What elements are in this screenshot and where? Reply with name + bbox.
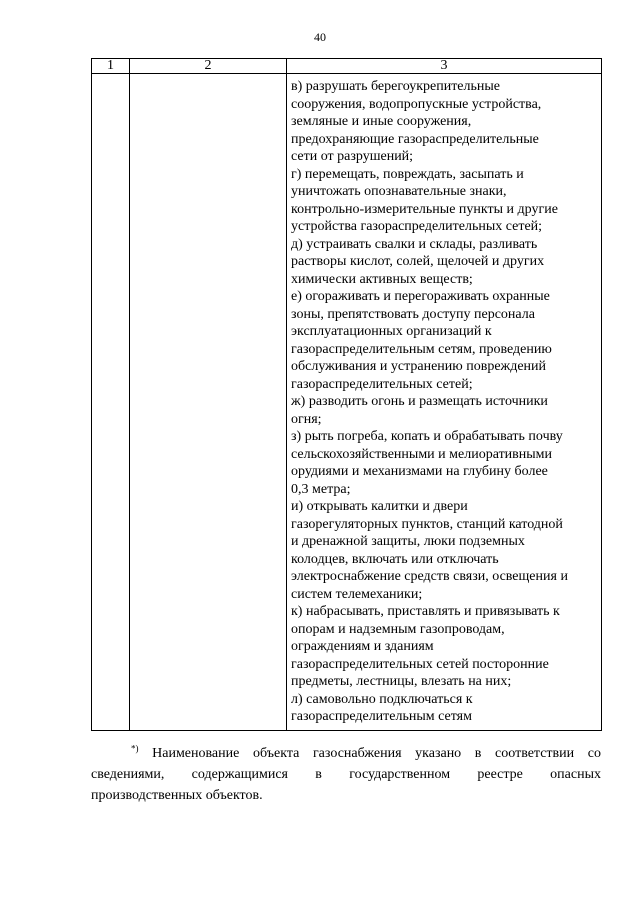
cell-col-3 <box>287 74 602 731</box>
list-line: в) разрушать берегоукрепительные <box>291 79 501 94</box>
table-row <box>92 74 602 731</box>
list-line: уничтожать опознавательные знаки, <box>291 184 507 199</box>
list-line: опорам и надземным газопроводам, <box>291 621 505 637</box>
footnote-line-1 <box>91 743 601 764</box>
list-line: газораспределительным сетям <box>291 709 472 724</box>
list-line: сети от разрушений; <box>291 149 414 164</box>
footnote-marker: *) <box>131 743 139 754</box>
footnote-line-3: производственных объектов. <box>91 788 263 803</box>
requirements-table <box>91 58 602 731</box>
list-line: 0,3 метра; <box>291 481 351 497</box>
list-line: газораспределительных сетей; <box>291 376 473 392</box>
list-line: колодцев, включать или отключать <box>291 551 499 567</box>
page-number: 40 <box>314 30 326 44</box>
list-line: электроснабжение средств связи, освещения и <box>291 569 568 584</box>
list-line: газораспределительным сетям, проведению <box>291 341 552 357</box>
list-line: устройства газораспределительных сетей; <box>291 219 543 234</box>
list-line: зоны, препятствовать доступу персонала <box>291 306 535 322</box>
list-line: ограждениям и зданиям <box>291 639 434 654</box>
list-line: земляные и иные сооружения, <box>291 114 472 129</box>
list-line: е) огораживать и перегораживать охранные <box>291 289 550 304</box>
list-line: сооружения, водопропускные устройства, <box>291 96 542 112</box>
list-line: сельскохозяйственными и мелиоративными <box>291 446 553 462</box>
list-line: орудиями и механизмами на глубину более <box>291 464 548 479</box>
list-line: з) рыть погреба, копать и обрабатывать почву <box>291 429 563 444</box>
list-line: систем телемеханики; <box>291 586 423 602</box>
list-line: ж) разводить огонь и размещать источники <box>291 394 548 409</box>
list-line: л) самовольно подключаться к <box>291 691 473 707</box>
list-line: растворы кислот, солей, щелочей и других <box>291 254 545 269</box>
list-line: д) устраивать свалки и склады, разливать <box>291 236 538 252</box>
cell-col-2 <box>130 74 287 731</box>
column-header-3: 3 <box>287 59 602 74</box>
list-line: обслуживания и устранению повреждений <box>291 359 547 374</box>
footnote-line-2: сведениями, содержащимися в государственном реестре опасных <box>91 767 601 782</box>
prohibitions-list <box>287 74 601 730</box>
table-header-row <box>92 59 602 74</box>
list-line: к) набрасывать, приставлять и привязывать к <box>291 604 560 619</box>
list-line: контрольно-измерительные пункты и другие <box>291 201 558 217</box>
list-line: газораспределительных сетей посторонние <box>291 656 549 672</box>
list-line: и) открывать калитки и двери <box>291 499 468 514</box>
cell-col-1 <box>92 74 130 731</box>
footnote <box>91 743 601 806</box>
footnote-line-1-text: Наименование объекта газоснабжения указано в соответствии со <box>152 746 601 761</box>
column-header-1: 1 <box>92 59 130 74</box>
list-line: и дренажной защиты, люки подземных <box>291 534 525 549</box>
list-line: эксплуатационных организаций к <box>291 324 492 339</box>
list-line: химически активных веществ; <box>291 271 473 287</box>
list-line: г) перемещать, повреждать, засыпать и <box>291 166 524 182</box>
list-line: предохраняющие газораспределительные <box>291 131 539 147</box>
list-line: предметы, лестницы, влезать на них; <box>291 674 512 689</box>
column-header-2: 2 <box>130 59 287 74</box>
list-line: газорегуляторных пунктов, станций катодной <box>291 516 563 532</box>
list-line: огня; <box>291 411 322 427</box>
